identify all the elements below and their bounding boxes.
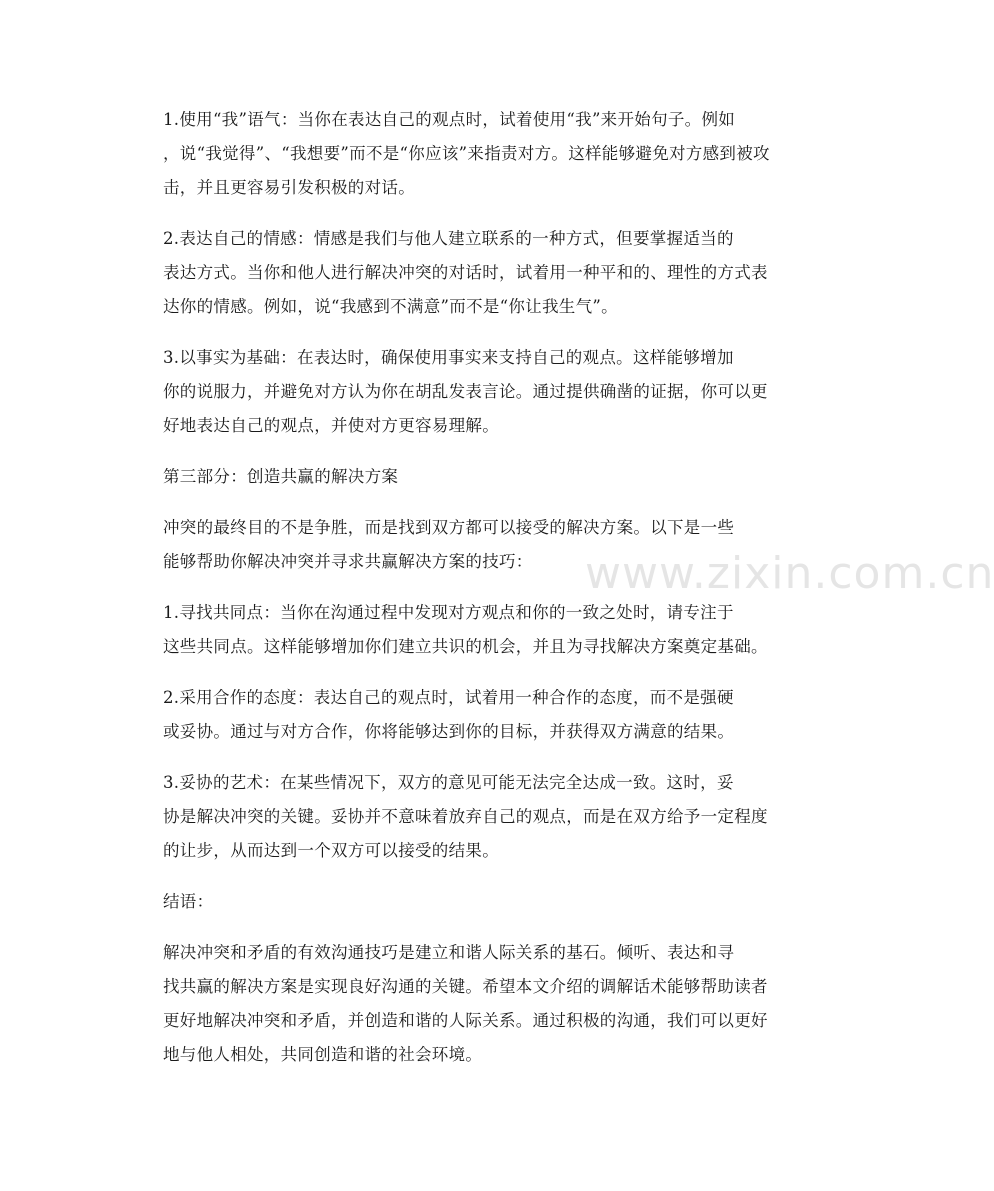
text-line: 你的说服力，并避免对方认为你在胡乱发表言论。通过提供确凿的证据，你可以更 — [163, 382, 768, 401]
text-line: ，说“我觉得”、“我想要”而不是“你应该”来指责对方。这样能够避免对方感到被攻 — [163, 144, 770, 163]
paragraph-tip-cooperative-attitude — [163, 681, 763, 749]
paragraph-tip-3-fact-based — [163, 341, 768, 443]
paragraph-tip-2-express-emotions — [163, 222, 768, 324]
paragraph-section-3-heading — [163, 460, 763, 494]
paragraph-tip-art-of-compromise — [163, 766, 768, 868]
text-line: 找共赢的解决方案是实现良好沟通的关键。希望本文介绍的调解话术能够帮助读者 — [163, 977, 768, 996]
paragraph-section-3-intro — [163, 511, 763, 579]
text-line: 或妥协。通过与对方合作，你将能够达到你的目标，并获得双方满意的结果。 — [163, 722, 735, 741]
text-line: 击，并且更容易引发积极的对话。 — [163, 178, 415, 197]
text-line: 1.使用“我”语气：当你在表达自己的观点时，试着使用“我”来开始句子。例如 — [163, 110, 736, 129]
text-line: 协是解决冲突的关键。妥协并不意味着放弃自己的观点，而是在双方给予一定程度 — [163, 807, 768, 826]
text-line: 3.以事实为基础：在表达时，确保使用事实来支持自己的观点。这样能够增加 — [163, 348, 734, 367]
text-line: 第三部分：创造共赢的解决方案 — [163, 467, 399, 486]
text-line: 2.采用合作的态度：表达自己的观点时，试着用一种合作的态度，而不是强硬 — [163, 688, 734, 707]
text-line: 这些共同点。这样能够增加你们建立共识的机会，并且为寻找解决方案奠定基础。 — [163, 637, 768, 656]
text-line: 2.表达自己的情感：情感是我们与他人建立联系的一种方式，但要掌握适当的 — [163, 229, 734, 248]
paragraph-conclusion-body — [163, 936, 768, 1072]
text-line: 好地表达自己的观点，并使对方更容易理解。 — [163, 416, 499, 435]
text-line: 的让步，从而达到一个双方可以接受的结果。 — [163, 841, 499, 860]
document-body — [163, 103, 770, 1089]
paragraph-tip-find-common-ground — [163, 596, 768, 664]
text-line: 达你的情感。例如，说“我感到不满意”而不是“你让我生气”。 — [163, 297, 618, 316]
text-line: 结语： — [163, 892, 214, 911]
watermark: www.zixin.com.cn — [585, 548, 994, 599]
text-line: 1.寻找共同点：当你在沟通过程中发现对方观点和你的一致之处时，请专注于 — [163, 603, 734, 622]
paragraph-tip-1-use-i-tone — [163, 103, 770, 205]
text-line: 更好地解决冲突和矛盾，并创造和谐的人际关系。通过积极的沟通，我们可以更好 — [163, 1011, 768, 1030]
text-line: 能够帮助你解决冲突并寻求共赢解决方案的技巧： — [163, 552, 533, 571]
text-line: 3.妥协的艺术：在某些情况下，双方的意见可能无法完全达成一致。这时，妥 — [163, 773, 734, 792]
text-line: 表达方式。当你和他人进行解决冲突的对话时，试着用一种平和的、理性的方式表 — [163, 263, 768, 282]
paragraph-conclusion-heading — [163, 885, 763, 919]
text-line: 地与他人相处，共同创造和谐的社会环境。 — [163, 1045, 483, 1064]
text-line: 冲突的最终目的不是争胜，而是找到双方都可以接受的解决方案。以下是一些 — [163, 518, 735, 537]
text-line: 解决冲突和矛盾的有效沟通技巧是建立和谐人际关系的基石。倾听、表达和寻 — [163, 943, 735, 962]
